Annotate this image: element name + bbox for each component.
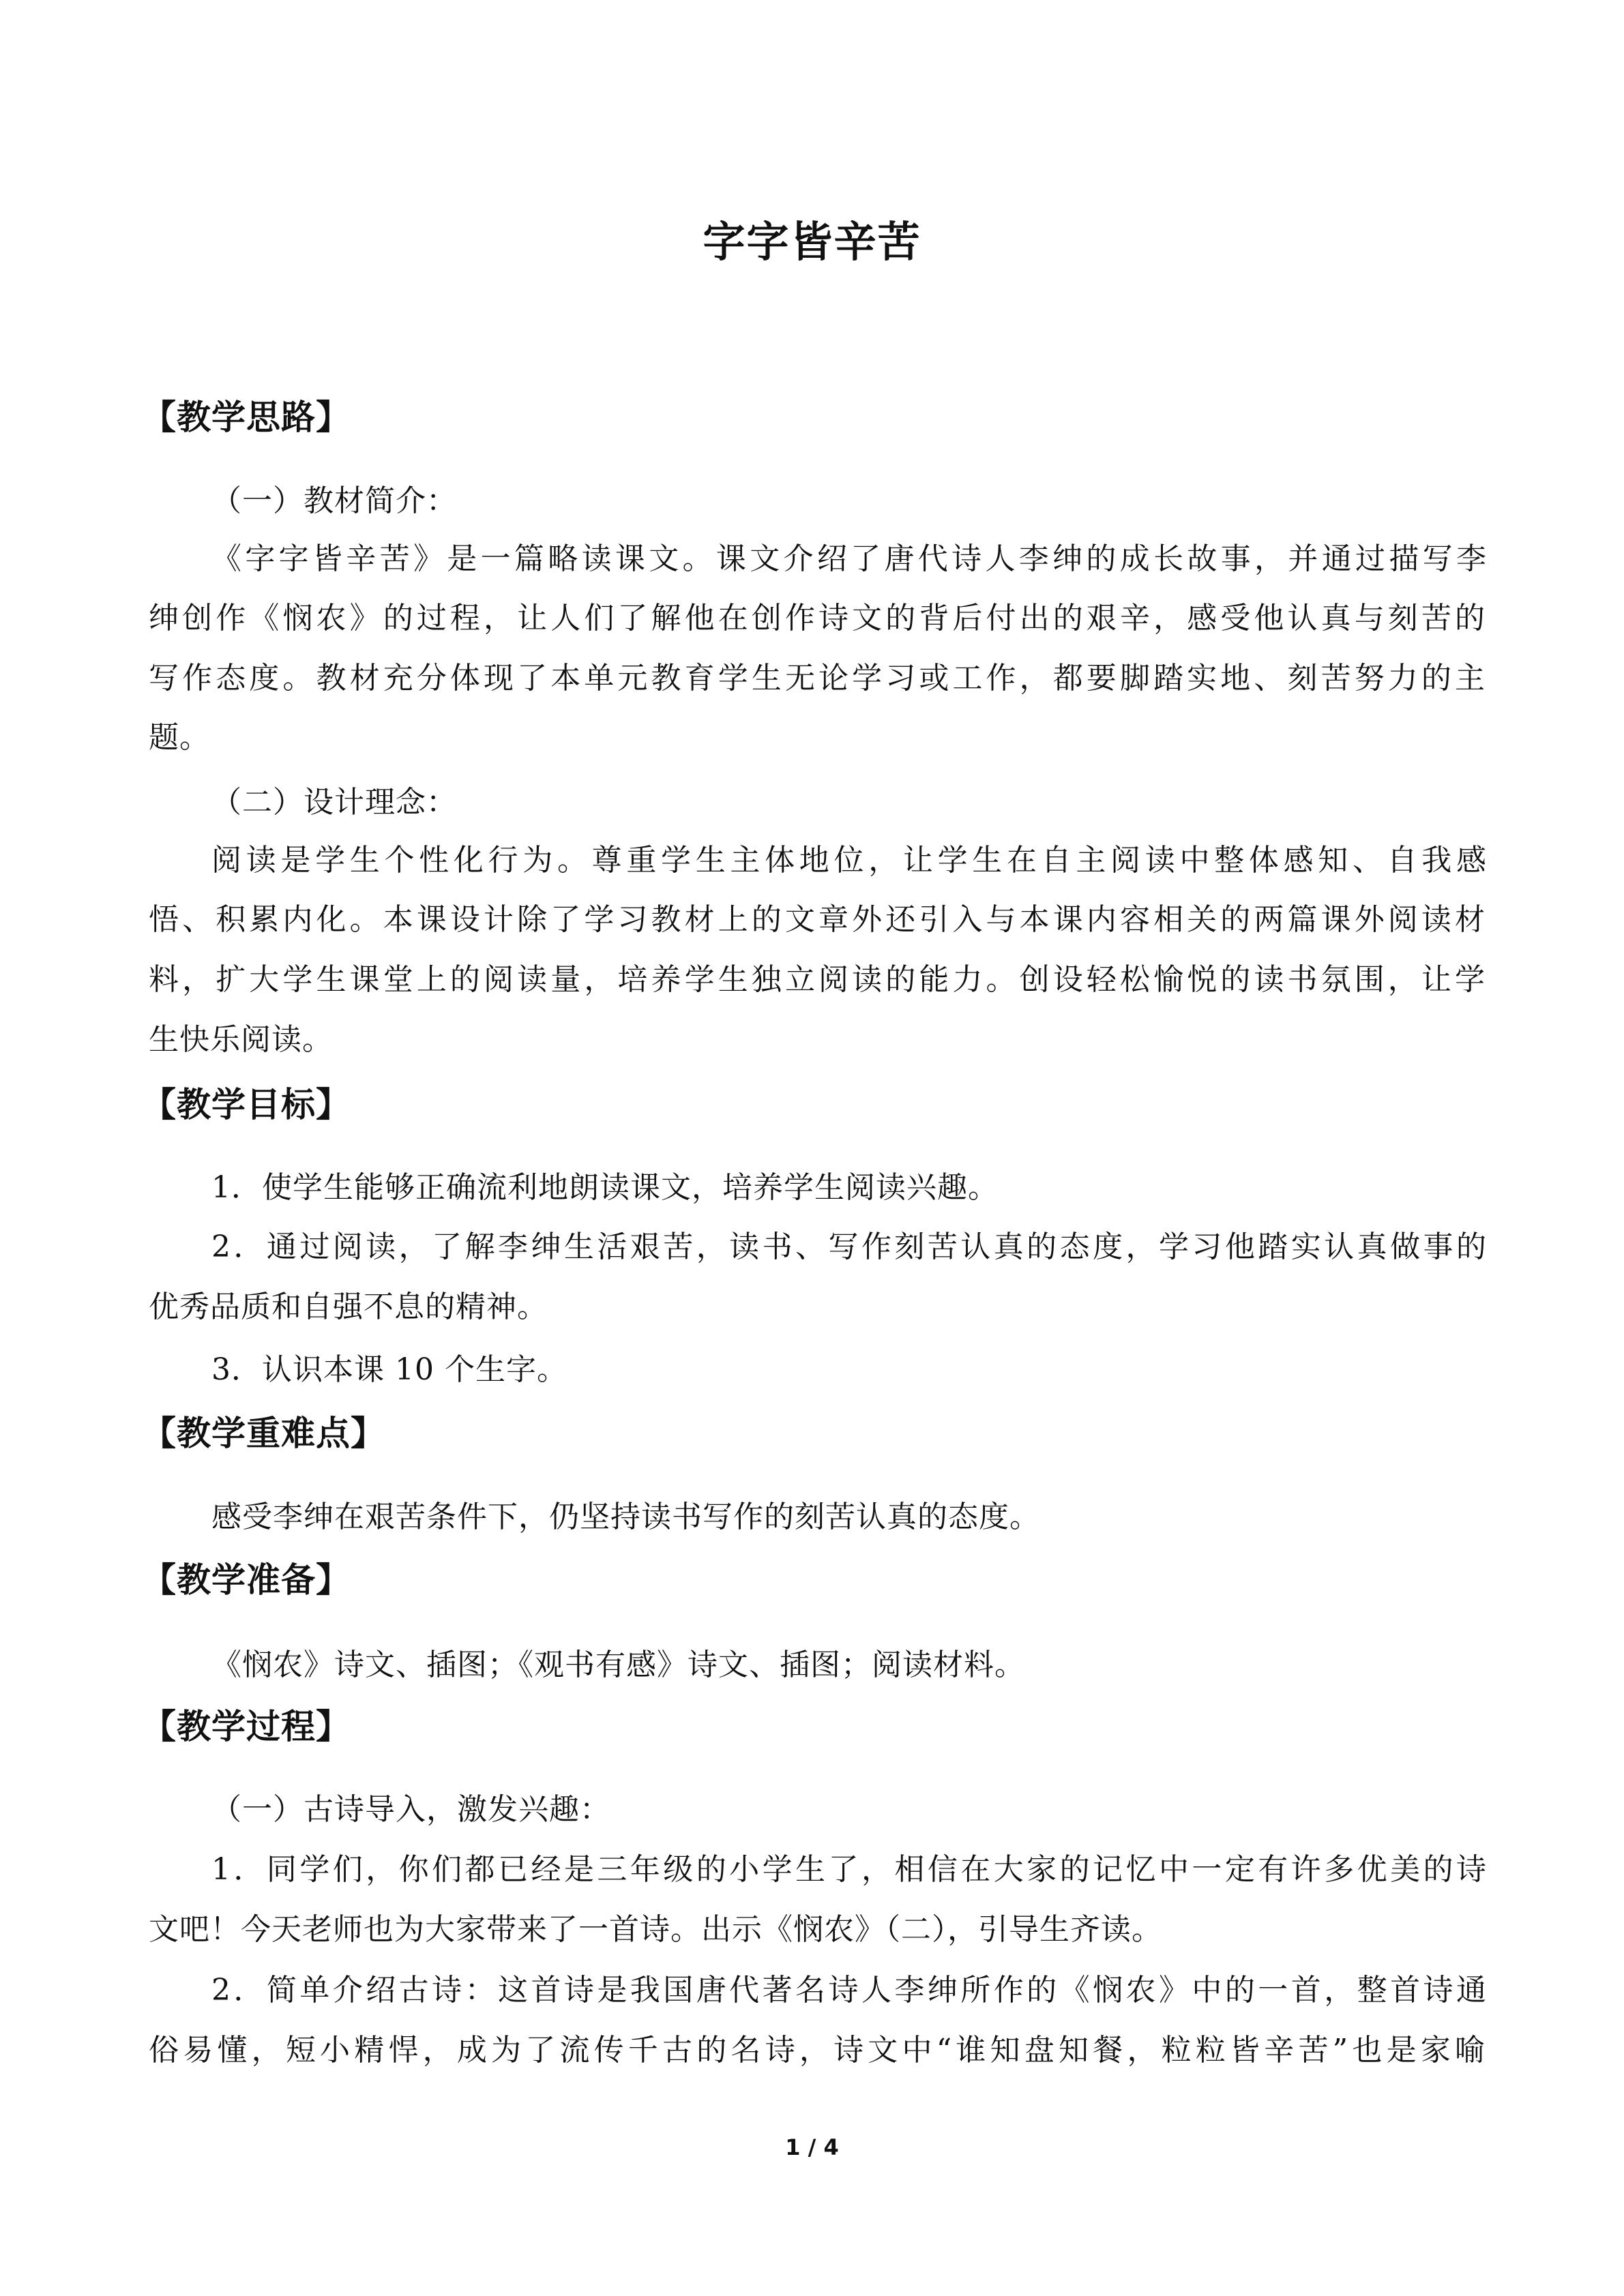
subheading-poem-intro: （一）古诗导入，激发兴趣： — [211, 1792, 610, 1827]
paragraph-line: 《字字皆辛苦》是一篇略读课文。课文介绍了唐代诗人李绅的成长故事，并通过描写李 — [211, 541, 1487, 576]
paragraph-line: 绅创作《悯农》的过程，让人们了解他在创作诗文的背后付出的艰辛，感受他认真与刻苦的 — [149, 601, 1486, 636]
section-heading-preparation: 【教学准备】 — [142, 1560, 351, 1600]
subheading-design-concept: （二）设计理念： — [211, 785, 457, 820]
section-heading-thinking: 【教学思路】 — [142, 398, 351, 437]
paragraph-line: 生快乐阅读。 — [149, 1022, 333, 1057]
paragraph-line: 题。 — [149, 720, 210, 755]
process-line: 俗易懂，短小精悍，成为了流传千古的名诗，诗文中“谁知盘知餐，粒粒皆辛苦”也是家喻 — [149, 2033, 1486, 2068]
document-title: 字字皆辛苦 — [703, 217, 921, 267]
goal-item: 1．使学生能够正确流利地朗读课文，培养学生阅读兴趣。 — [211, 1170, 999, 1205]
paragraph-line: 悟、积累内化。本课设计除了学习教材上的文章外还引入与本课内容相关的两篇课外阅读材 — [149, 902, 1486, 937]
process-line: 1．同学们，你们都已经是三年级的小学生了，相信在大家的记忆中一定有许多优美的诗 — [211, 1852, 1487, 1887]
section-heading-key-points: 【教学重难点】 — [142, 1414, 385, 1453]
preparation-text: 《悯农》诗文、插图；《观书有感》诗文、插图；阅读材料。 — [211, 1648, 1025, 1682]
subheading-material-intro: （一）教材简介： — [211, 483, 457, 518]
section-heading-goals: 【教学目标】 — [142, 1085, 351, 1124]
section-heading-process: 【教学过程】 — [142, 1707, 351, 1746]
key-points-text: 感受李绅在艰苦条件下，仍坚持读书写作的刻苦认真的态度。 — [211, 1500, 1040, 1534]
paragraph-line: 料，扩大学生课堂上的阅读量，培养学生独立阅读的能力。创设轻松愉悦的读书氛围，让学 — [149, 962, 1486, 997]
page-number: 1 / 4 — [785, 2134, 839, 2160]
goal-item: 3．认识本课 10 个生字。 — [211, 1352, 567, 1387]
paragraph-line: 写作态度。教材充分体现了本单元教育学生无论学习或工作，都要脚踏实地、刻苦努力的主 — [149, 661, 1486, 696]
goal-item: 2．通过阅读，了解李绅生活艰苦，读书、写作刻苦认真的态度，学习他踏实认真做事的 — [211, 1229, 1487, 1264]
goal-item-continued: 优秀品质和自强不息的精神。 — [149, 1289, 548, 1324]
process-line: 2．简单介绍古诗：这首诗是我国唐代著名诗人李绅所作的《悯农》中的一首，整首诗通 — [211, 1973, 1487, 2008]
paragraph-line: 阅读是学生个性化行为。尊重学生主体地位，让学生在自主阅读中整体感知、自我感 — [211, 843, 1487, 878]
process-line: 文吧！今天老师也为大家带来了一首诗。出示《悯农》（二），引导生齐读。 — [149, 1912, 1162, 1947]
